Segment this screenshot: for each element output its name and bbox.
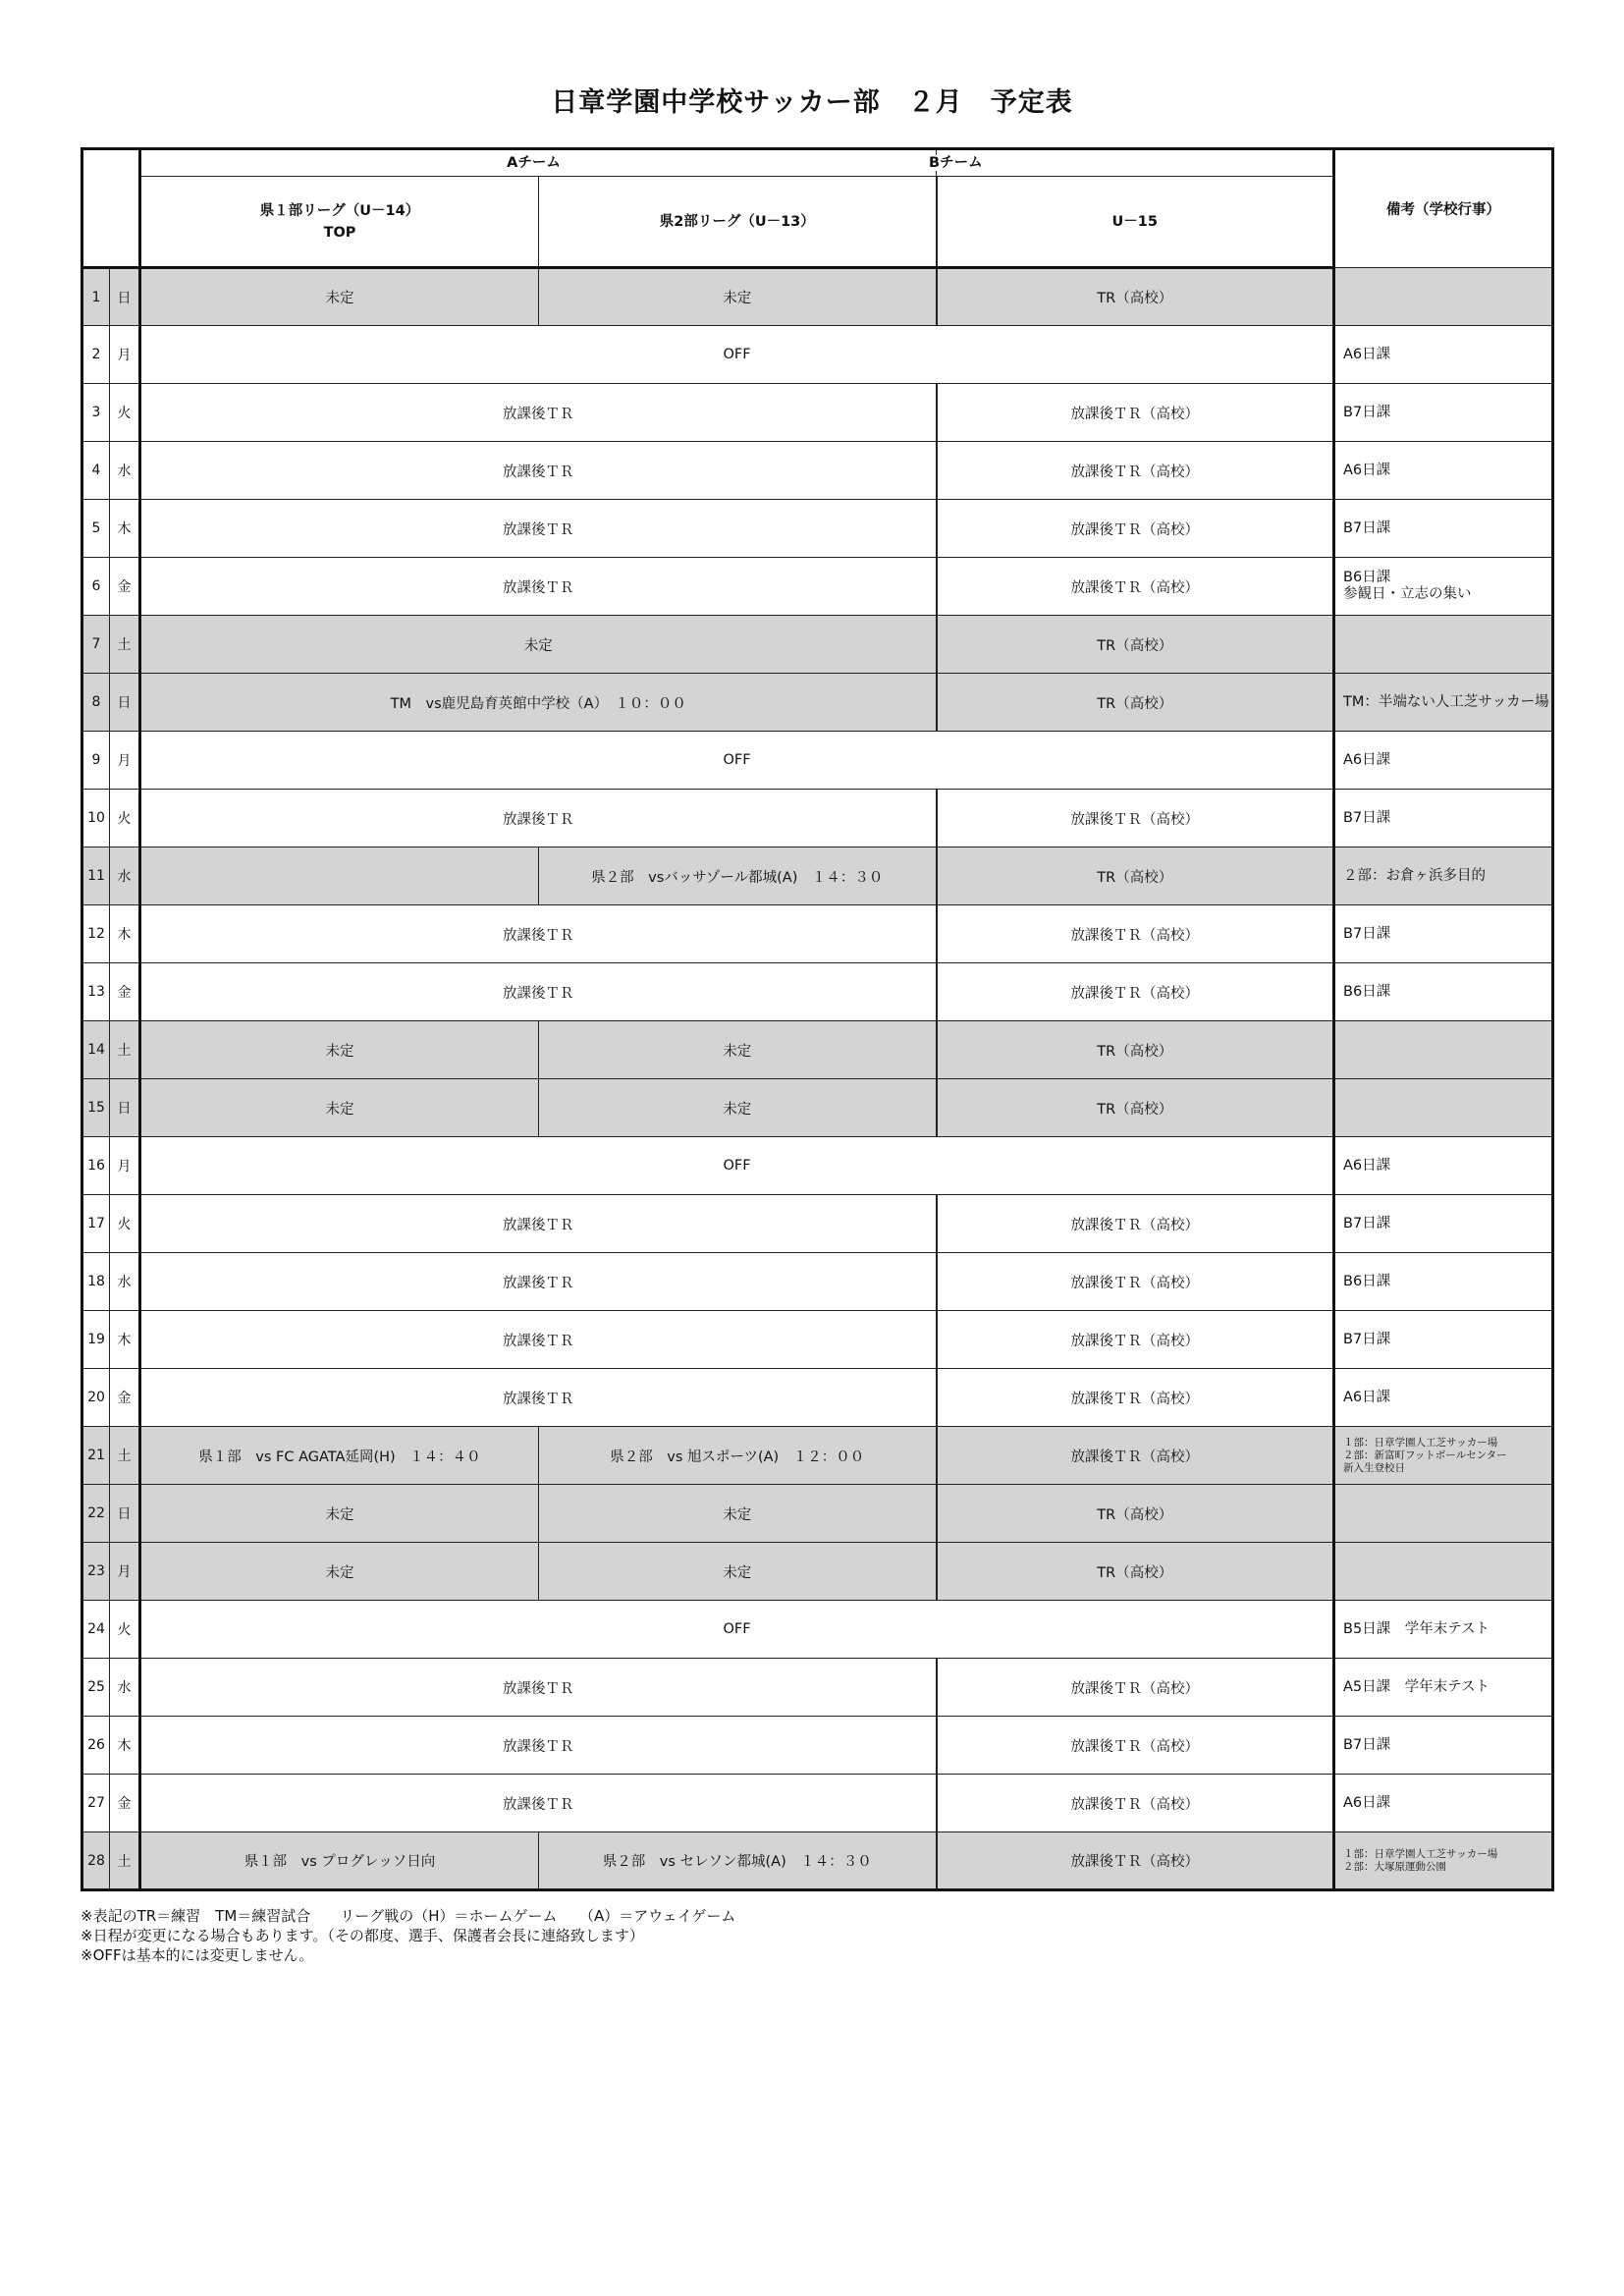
- schedule-row: [82, 1832, 1553, 1890]
- schedule-row: [82, 1543, 1553, 1601]
- note-line: B7日課: [1343, 1736, 1391, 1753]
- note-line: １部：日章学園人工芝サッカー場: [1343, 1436, 1498, 1449]
- notes-cell: [1334, 1832, 1553, 1890]
- notes-cell: [1334, 790, 1553, 847]
- day-of-week: 火: [110, 1601, 140, 1659]
- team-b-cell: TR（高校）: [937, 1485, 1334, 1543]
- day-number: 3: [82, 384, 110, 442]
- day-number: 21: [82, 1427, 110, 1485]
- day-of-week: 火: [110, 790, 140, 847]
- note-line: B7日課: [1343, 809, 1391, 826]
- schedule-row: [82, 1079, 1553, 1137]
- notes-cell: [1334, 1253, 1553, 1311]
- notes-cell: [1334, 1775, 1553, 1832]
- day-of-week: 土: [110, 1021, 140, 1079]
- note-line: A6日課: [1343, 1157, 1391, 1174]
- note-line: 新入生登校日: [1343, 1461, 1406, 1474]
- day-number: 13: [82, 963, 110, 1021]
- notes-cell: [1334, 1137, 1553, 1195]
- schedule-row: [82, 790, 1553, 847]
- day-number: 6: [82, 558, 110, 616]
- team-b-cell: 放課後ＴＲ（高校）: [937, 790, 1334, 847]
- notes-cell: [1334, 384, 1553, 442]
- col1-header-line1: 県１部リーグ（U－14）: [259, 202, 420, 219]
- team-b-cell: 放課後ＴＲ（高校）: [937, 500, 1334, 558]
- league1-cell: 県１部 vs プログレッソ日向: [140, 1832, 539, 1890]
- note-line: B7日課: [1343, 925, 1391, 942]
- notes-cell: [1334, 1601, 1553, 1659]
- notes-cell: [1334, 732, 1553, 790]
- note-line: B7日課: [1343, 404, 1391, 420]
- day-of-week: 水: [110, 1659, 140, 1717]
- note-line: TM：半端ない人工芝サッカー場: [1343, 693, 1549, 710]
- notes-cell: [1334, 674, 1553, 732]
- team-b-cell: TR（高校）: [937, 268, 1334, 326]
- team-a-cell: 放課後ＴＲ: [140, 384, 937, 442]
- notes-cell: [1334, 1369, 1553, 1427]
- schedule-row: [82, 905, 1553, 963]
- note-line: B7日課: [1343, 1331, 1391, 1347]
- league2-cell: 県２部 vs 旭スポーツ(A) １２：００: [539, 1427, 937, 1485]
- col1-header: [140, 177, 539, 268]
- day-of-week: 金: [110, 1369, 140, 1427]
- day-of-week: 月: [110, 1137, 140, 1195]
- day-of-week: 土: [110, 616, 140, 674]
- team-b-cell: 放課後ＴＲ（高校）: [937, 1427, 1334, 1485]
- schedule-table: [81, 147, 1554, 1891]
- page-title: 日章学園中学校サッカー部 ２月 予定表: [551, 87, 1073, 118]
- team-b-cell: 放課後ＴＲ（高校）: [937, 905, 1334, 963]
- footer-line: ※表記のTR＝練習 TM＝練習試合 リーグ戦の（H）＝ホームゲーム （A）＝アウェイゲーム: [81, 1907, 736, 1925]
- team-a-cell: TM vs鹿児島育英館中学校（A） １０：００: [140, 674, 937, 732]
- league1-cell: 未定: [140, 1543, 539, 1601]
- team-b-cell: 放課後ＴＲ（高校）: [937, 1659, 1334, 1717]
- note-line: 参観日・立志の集い: [1343, 586, 1472, 602]
- notes-cell: [1334, 1485, 1553, 1543]
- day-number: 19: [82, 1311, 110, 1369]
- league2-cell: 未定: [539, 268, 937, 326]
- note-line: B7日課: [1343, 1215, 1391, 1231]
- day-of-week: 水: [110, 1253, 140, 1311]
- schedule-row: [82, 616, 1553, 674]
- notes-cell: [1334, 1021, 1553, 1079]
- team-b-cell: 放課後ＴＲ（高校）: [937, 558, 1334, 616]
- day-of-week: 金: [110, 963, 140, 1021]
- day-of-week: 火: [110, 384, 140, 442]
- notes-cell: [1334, 847, 1553, 905]
- day-of-week: 日: [110, 268, 140, 326]
- day-of-week: 水: [110, 442, 140, 500]
- day-of-week: 日: [110, 1079, 140, 1137]
- footer-notes: [81, 1906, 735, 1965]
- team-b-cell: 放課後ＴＲ（高校）: [937, 1369, 1334, 1427]
- team-b-cell: 放課後ＴＲ（高校）: [937, 1311, 1334, 1369]
- col2-header: 県2部リーグ（U－13）: [539, 177, 937, 268]
- footer-line: ※日程が変更になる場合もあります。（その都度、選手、保護者会長に連絡致します）: [81, 1927, 644, 1944]
- league2-cell: 未定: [539, 1485, 937, 1543]
- team-b-cell: TR（高校）: [937, 674, 1334, 732]
- notes-cell: [1334, 1079, 1553, 1137]
- col3-header: U－15: [937, 177, 1334, 268]
- team-a-cell: 放課後ＴＲ: [140, 1659, 937, 1717]
- notes-cell: [1334, 616, 1553, 674]
- day-number: 16: [82, 1137, 110, 1195]
- league1-cell: 未定: [140, 1485, 539, 1543]
- notes-cell: [1334, 1659, 1553, 1717]
- day-of-week: 月: [110, 326, 140, 384]
- day-of-week: 日: [110, 674, 140, 732]
- team-b-cell: 放課後ＴＲ（高校）: [937, 1253, 1334, 1311]
- team-a-cell: 放課後ＴＲ: [140, 905, 937, 963]
- team-a-cell: 放課後ＴＲ: [140, 558, 937, 616]
- off-cell: OFF: [140, 326, 1334, 384]
- day-number: 8: [82, 674, 110, 732]
- day-number: 1: [82, 268, 110, 326]
- team-a-cell: 放課後ＴＲ: [140, 790, 937, 847]
- schedule-row: [82, 268, 1553, 326]
- day-number: 10: [82, 790, 110, 847]
- day-of-week: 金: [110, 1775, 140, 1832]
- team-a-header: [140, 149, 937, 177]
- day-of-week: 土: [110, 1832, 140, 1890]
- day-number: 15: [82, 1079, 110, 1137]
- team-b-cell: TR（高校）: [937, 847, 1334, 905]
- off-cell: OFF: [140, 1601, 1334, 1659]
- team-a-cell: 放課後ＴＲ: [140, 963, 937, 1021]
- day-number: 5: [82, 500, 110, 558]
- team-a-cell: 放課後ＴＲ: [140, 500, 937, 558]
- corner-cell: [82, 149, 140, 268]
- off-cell: OFF: [140, 1137, 1334, 1195]
- team-a-cell: 放課後ＴＲ: [140, 1717, 937, 1775]
- day-number: 14: [82, 1021, 110, 1079]
- day-of-week: 水: [110, 847, 140, 905]
- notes-cell: [1334, 268, 1553, 326]
- note-line: B6日課: [1343, 570, 1391, 585]
- schedule-row: [82, 442, 1553, 500]
- schedule-row: [82, 847, 1553, 905]
- schedule-row: [82, 558, 1553, 616]
- schedule-row: [82, 1195, 1553, 1253]
- league1-cell: 県１部 vs FC AGATA延岡(H) １４：４０: [140, 1427, 539, 1485]
- day-number: 24: [82, 1601, 110, 1659]
- notes-header: 備考（学校行事）: [1334, 149, 1553, 268]
- league1-cell: [140, 847, 539, 905]
- team-b-cell: TR（高校）: [937, 1021, 1334, 1079]
- day-number: 23: [82, 1543, 110, 1601]
- day-of-week: 木: [110, 1717, 140, 1775]
- notes-cell: [1334, 500, 1553, 558]
- team-a-cell: 放課後ＴＲ: [140, 1369, 937, 1427]
- note-line: B6日課: [1343, 1273, 1391, 1289]
- schedule-row: [82, 674, 1553, 732]
- team-b-cell: 放課後ＴＲ（高校）: [937, 963, 1334, 1021]
- day-number: 27: [82, 1775, 110, 1832]
- team-a-cell: 放課後ＴＲ: [140, 1253, 937, 1311]
- schedule-row: [82, 1485, 1553, 1543]
- league2-cell: 未定: [539, 1079, 937, 1137]
- note-line: ２部：新富町フットボールセンター: [1343, 1449, 1507, 1461]
- day-number: 25: [82, 1659, 110, 1717]
- league2-cell: 県２部 vs セレソン都城(A) １４：３０: [539, 1832, 937, 1890]
- notes-cell: [1334, 905, 1553, 963]
- note-line: B7日課: [1343, 519, 1391, 536]
- team-a-cell: 放課後ＴＲ: [140, 1775, 937, 1832]
- day-number: 4: [82, 442, 110, 500]
- team-a-cell: 放課後ＴＲ: [140, 1311, 937, 1369]
- day-number: 7: [82, 616, 110, 674]
- day-number: 18: [82, 1253, 110, 1311]
- note-line: A6日課: [1343, 462, 1391, 478]
- notes-cell: [1334, 963, 1553, 1021]
- day-number: 12: [82, 905, 110, 963]
- footer-line: ※OFFは基本的には変更しません。: [81, 1946, 314, 1964]
- day-of-week: 木: [110, 905, 140, 963]
- team-b-cell: 放課後ＴＲ（高校）: [937, 442, 1334, 500]
- schedule-row: [82, 500, 1553, 558]
- team-b-cell: TR（高校）: [937, 1543, 1334, 1601]
- league1-cell: 未定: [140, 1079, 539, 1137]
- team-a-cell: 放課後ＴＲ: [140, 442, 937, 500]
- note-line: A6日課: [1343, 1389, 1391, 1405]
- schedule-row: [82, 1717, 1553, 1775]
- day-number: 20: [82, 1369, 110, 1427]
- day-of-week: 木: [110, 500, 140, 558]
- note-line: B5日課 学年末テスト: [1343, 1620, 1490, 1637]
- team-b-cell: 放課後ＴＲ（高校）: [937, 384, 1334, 442]
- team-b-cell: 放課後ＴＲ（高校）: [937, 1832, 1334, 1890]
- note-line: B6日課: [1343, 983, 1391, 1000]
- schedule-row: [82, 1427, 1553, 1485]
- schedule-row: [82, 326, 1553, 384]
- notes-cell: [1334, 1543, 1553, 1601]
- notes-cell: [1334, 442, 1553, 500]
- notes-cell: [1334, 1311, 1553, 1369]
- day-number: 11: [82, 847, 110, 905]
- notes-cell: [1334, 558, 1553, 616]
- schedule-row: [82, 732, 1553, 790]
- day-of-week: 日: [110, 1485, 140, 1543]
- note-line: A6日課: [1343, 751, 1391, 768]
- schedule-row: [82, 1601, 1553, 1659]
- day-of-week: 火: [110, 1195, 140, 1253]
- league2-cell: 未定: [539, 1021, 937, 1079]
- note-line: A6日課: [1343, 346, 1391, 362]
- league2-cell: 未定: [539, 1543, 937, 1601]
- note-line: １部：日章学園人工芝サッカー場: [1343, 1847, 1498, 1860]
- team-a-cell: 未定: [140, 616, 937, 674]
- schedule-row: [82, 1253, 1553, 1311]
- day-of-week: 木: [110, 1311, 140, 1369]
- schedule-row: [82, 1775, 1553, 1832]
- notes-cell: [1334, 1195, 1553, 1253]
- team-b-cell: TR（高校）: [937, 616, 1334, 674]
- notes-cell: [1334, 326, 1553, 384]
- day-of-week: 土: [110, 1427, 140, 1485]
- team-b-cell: TR（高校）: [937, 1079, 1334, 1137]
- day-of-week: 月: [110, 1543, 140, 1601]
- team-b-label: Bチーム: [925, 155, 987, 171]
- note-line: A6日課: [1343, 1794, 1391, 1811]
- league1-cell: 未定: [140, 268, 539, 326]
- day-number: 9: [82, 732, 110, 790]
- team-b-cell: 放課後ＴＲ（高校）: [937, 1775, 1334, 1832]
- note-line: ２部：大塚原運動公園: [1343, 1860, 1447, 1873]
- off-cell: OFF: [140, 732, 1334, 790]
- schedule-row: [82, 963, 1553, 1021]
- day-number: 22: [82, 1485, 110, 1543]
- schedule-row: [82, 1137, 1553, 1195]
- col1-header-line2: TOP: [323, 224, 356, 241]
- notes-cell: [1334, 1717, 1553, 1775]
- schedule-row: [82, 1659, 1553, 1717]
- team-a-label: Aチーム: [507, 155, 561, 171]
- day-number: 28: [82, 1832, 110, 1890]
- day-number: 17: [82, 1195, 110, 1253]
- day-number: 2: [82, 326, 110, 384]
- day-of-week: 金: [110, 558, 140, 616]
- day-number: 26: [82, 1717, 110, 1775]
- team-b-header: [929, 149, 1334, 177]
- note-line: ２部：お倉ヶ浜多目的: [1343, 867, 1487, 884]
- team-b-cell: 放課後ＴＲ（高校）: [937, 1195, 1334, 1253]
- notes-cell: [1334, 1427, 1553, 1485]
- schedule-row: [82, 1311, 1553, 1369]
- team-b-cell: 放課後ＴＲ（高校）: [937, 1717, 1334, 1775]
- league2-cell: 県２部 vsバッサゾール都城(A) １４：３０: [539, 847, 937, 905]
- note-line: A5日課 学年末テスト: [1343, 1678, 1490, 1695]
- schedule-row: [82, 1021, 1553, 1079]
- schedule-row: [82, 1369, 1553, 1427]
- day-of-week: 月: [110, 732, 140, 790]
- team-a-cell: 放課後ＴＲ: [140, 1195, 937, 1253]
- schedule-row: [82, 384, 1553, 442]
- league1-cell: 未定: [140, 1021, 539, 1079]
